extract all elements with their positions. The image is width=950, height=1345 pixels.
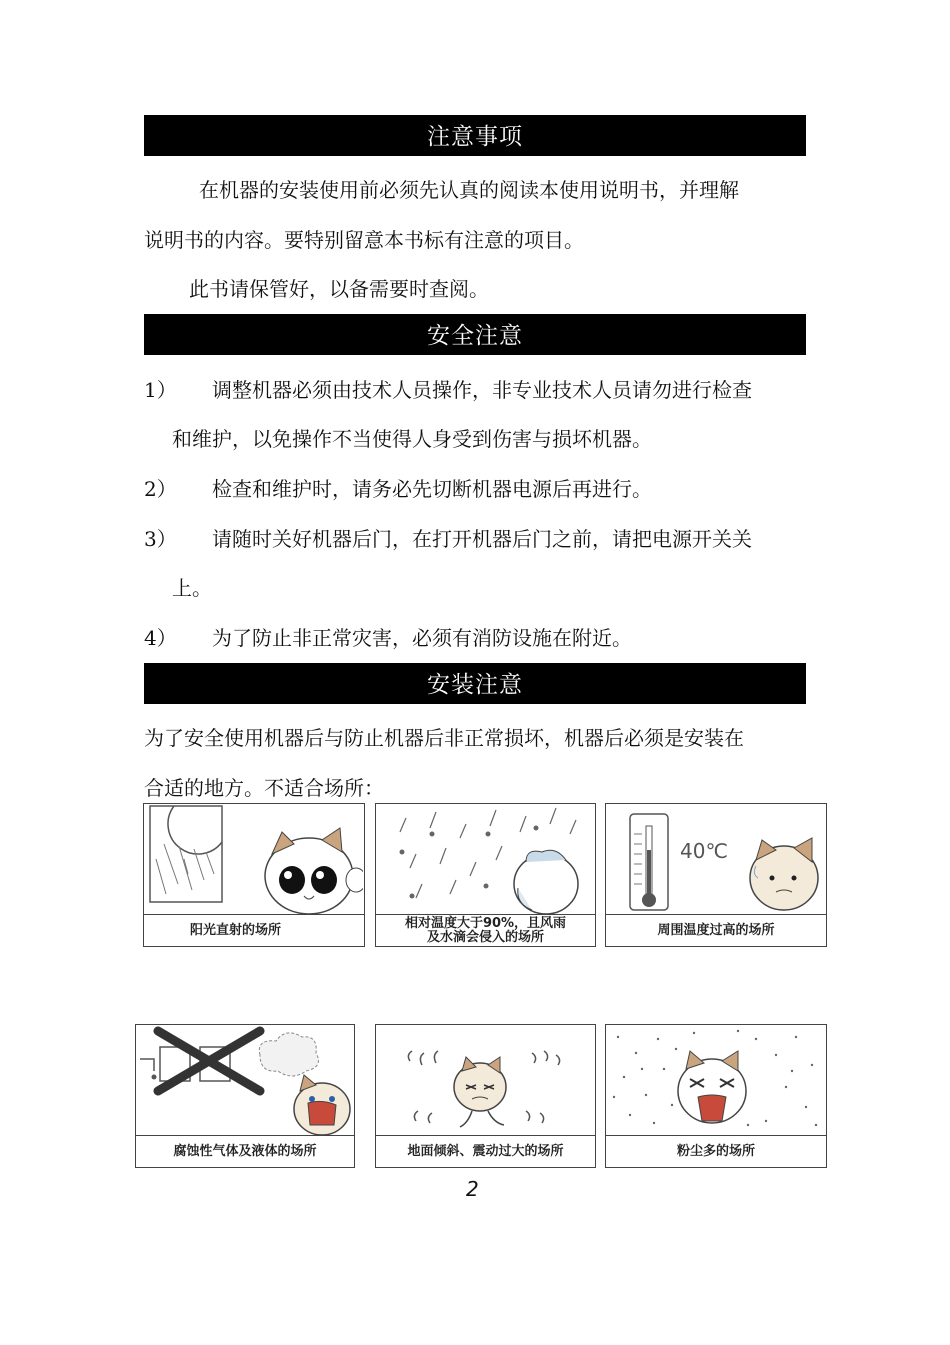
- install-paragraph-line2: 合适的地方。不适合场所：: [144, 776, 384, 800]
- safety-item-number: 3）: [144, 527, 177, 551]
- section-title-install: 安装注意: [144, 663, 806, 704]
- safety-item-text: 检查和维护时，请务必先切断机器电源后再进行。: [212, 477, 652, 501]
- panel-vibration: [375, 1024, 596, 1168]
- notice-paragraph-line2: 说明书的内容。要特别留意本书标有注意的项目。: [144, 228, 584, 252]
- panel-sunlight: [143, 803, 365, 947]
- safety-item-text-cont: 上。: [172, 576, 212, 600]
- notice-paragraph-line1: 在机器的安装使用前必须先认真的阅读本使用说明书，并理解: [199, 178, 739, 202]
- panel-caption: [376, 914, 595, 946]
- safety-item-number: 4）: [144, 626, 177, 650]
- safety-item-text: 调整机器必须由技术人员操作，非专业技术人员请勿进行检查: [212, 378, 752, 402]
- safety-item-text-cont: 和维护，以免操作不当使得人身受到伤害与损坏机器。: [172, 427, 652, 451]
- rain-icon: [376, 804, 595, 914]
- panel-humidity: [375, 803, 596, 947]
- panel-corrosive: [135, 1024, 355, 1168]
- panel-caption: 地面倾斜、震动过大的场所: [376, 1135, 595, 1167]
- thermometer-icon: [606, 804, 826, 914]
- panel-caption: 周围温度过高的场所: [606, 914, 826, 946]
- page-number: 2: [466, 1177, 479, 1201]
- section-title-notice: 注意事项: [144, 115, 806, 156]
- panel-caption-line2: 及水滴会侵入的场所: [426, 929, 544, 945]
- section-title-safety: 安全注意: [144, 314, 806, 355]
- panel-caption: 腐蚀性气体及液体的场所: [136, 1135, 354, 1167]
- temperature-label: 40℃: [680, 839, 728, 863]
- panel-caption: 阳光直射的场所: [144, 914, 364, 946]
- safety-item-text: 请随时关好机器后门，在打开机器后门之前，请把电源开关关: [212, 527, 752, 551]
- notice-keep-manual: 此书请保管好，以备需要时查阅。: [189, 277, 489, 301]
- panel-caption-line1: 相对温度大于90%，且风雨: [404, 915, 567, 931]
- corrosive-icon: [136, 1025, 354, 1135]
- vibration-icon: [376, 1025, 595, 1135]
- sunlight-icon: [144, 804, 364, 914]
- dust-icon: [606, 1025, 826, 1135]
- install-paragraph-line1: 为了安全使用机器后与防止机器后非正常损坏，机器后必须是安装在: [144, 726, 744, 750]
- panel-dust: [605, 1024, 827, 1168]
- safety-item-number: 1）: [144, 378, 177, 402]
- safety-item-text: 为了防止非正常灾害，必须有消防设施在附近。: [212, 626, 632, 650]
- safety-item-number: 2）: [144, 477, 177, 501]
- panel-caption: 粉尘多的场所: [606, 1135, 826, 1167]
- panel-high-temperature: [605, 803, 827, 947]
